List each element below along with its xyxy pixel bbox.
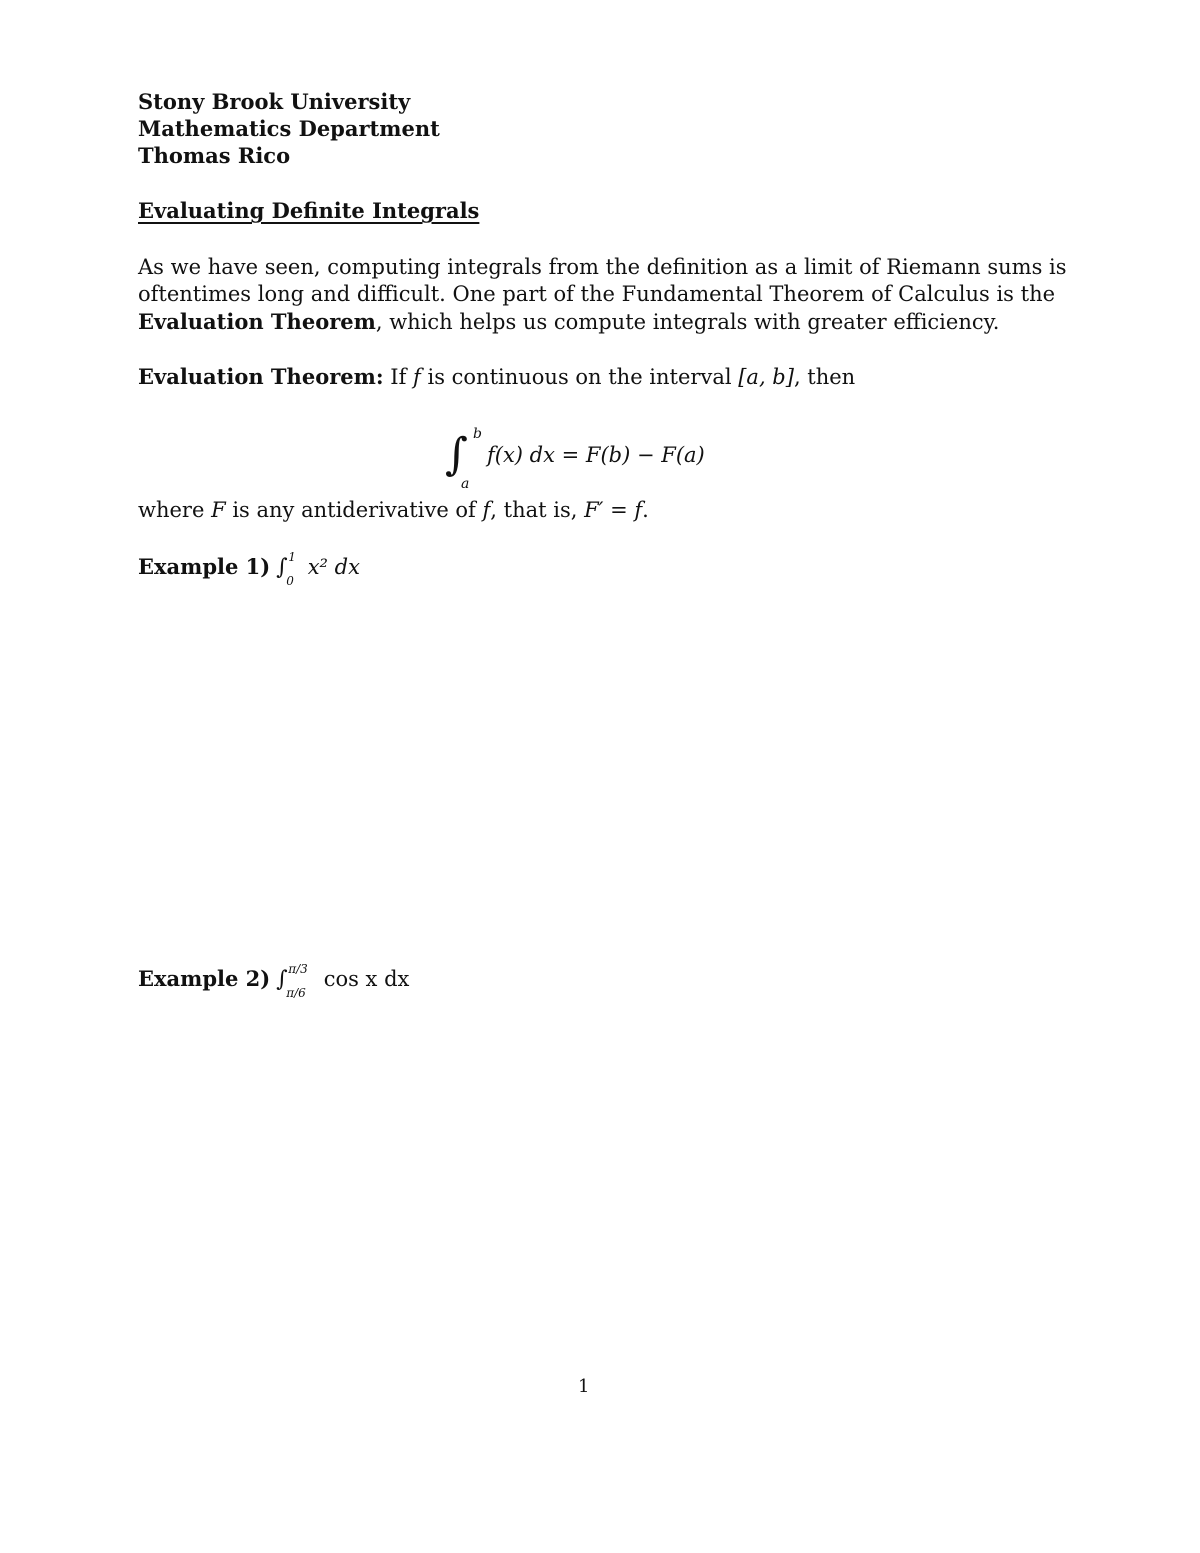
theorem-interval: [a, b] [738,365,794,389]
example-1-label: Example 1) [138,554,271,579]
intro-line-1: As we have seen, computing integrals from the definition as a limit of Riemann sums is [138,255,1067,279]
where-text-1: where [138,498,212,522]
evaluation-theorem-term: Evaluation Theorem [138,309,376,334]
theorem-text-1: If [383,365,414,389]
example-2 [138,962,410,1000]
example-1-upper: 1 [288,550,296,564]
theorem-text-3: , then [793,365,856,389]
where-text-2: is any antiderivative of [225,498,483,522]
example-2-integral-sign: ∫ π/3 π/6 [276,966,287,993]
where-text-4: . [642,498,649,522]
example-2-lower: π/6 [286,986,306,1000]
university-name: Stony Brook University [138,89,411,114]
theorem-label: Evaluation Theorem: [138,364,384,389]
where-F: F [211,498,226,522]
example-1 [138,550,360,588]
document-title: Evaluating Definite Integrals [138,198,480,223]
department-name: Mathematics Department [138,116,440,141]
theorem-statement [138,363,855,391]
integral-sign: ∫ b a [445,426,482,492]
where-line [138,497,649,524]
equation-body: f(x) dx = F(b) − F(a) [487,443,705,467]
theorem-f: f [413,365,421,389]
example-2-integrand: cos x dx [323,967,410,991]
intro-line-2: oftentimes long and difficult. One part of the Fundamental Theorem of Calculus is the [138,282,1056,306]
author-name: Thomas Rico [138,143,291,168]
where-relation: F′ = f [584,498,643,522]
page-number: 1 [578,1376,590,1397]
example-1-integral-sign: ∫ 1 0 [276,554,287,581]
intro-line-3-rest: , which helps us compute integrals with greater efficiency. [375,310,1000,334]
where-text-3: , that is, [490,498,585,522]
example-1-lower: 0 [286,574,294,588]
display-equation [445,420,705,490]
example-2-upper: π/3 [288,962,308,976]
theorem-text-2: is continuous on the interval [420,365,739,389]
intro-line-3 [138,308,999,336]
example-2-label: Example 2) [138,966,271,991]
lower-limit: a [461,476,470,492]
example-1-integrand: x² dx [307,555,360,579]
where-f: f [482,498,491,522]
upper-limit: b [473,426,482,442]
